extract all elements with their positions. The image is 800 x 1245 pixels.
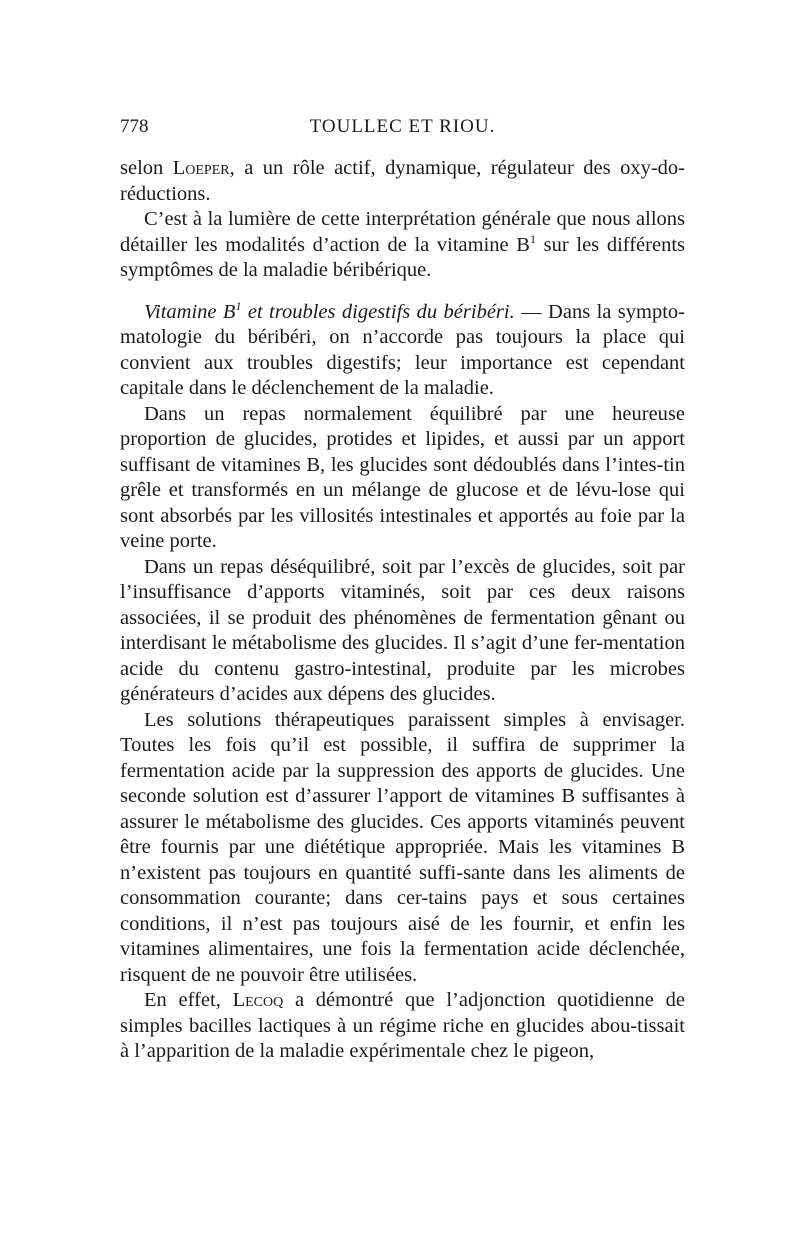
text-run: selon: [120, 157, 173, 179]
paragraph: [120, 156, 685, 207]
text-run: Loeper: [172, 157, 230, 179]
paragraph: [120, 300, 685, 402]
text-run: sur les différents symptômes de la maladie béribérique.: [120, 233, 685, 281]
text-run: C’est à la lumière de cette interprétation générale que nous allons détailler les modalités d’action de la vitamine B: [120, 208, 685, 256]
text-run: Dans un repas normalement équilibré par une heureuse proportion de glucides, protides et lipides, et aussi par un apport suffisant de vitamines B, les glucides sont dédoublés dans l’intes-tin grêle et transformés en un mélange de glucose et de lévu-lose qui sont absorbés par les villosités intestinales et apportés au foie par la veine porte.: [120, 402, 685, 552]
text-run: a démontré que l’adjonction quotidienne de simples bacilles lactiques à un régime riche en glucides abou-tissait à l’apparition de la maladie expérimentale chez le pigeon,: [120, 989, 685, 1062]
superscript: 1: [235, 298, 242, 313]
text-run: et troubles digestifs du béribéri.: [241, 300, 515, 323]
text-run: Dans un repas déséquilibré, soit par l’excès de glucides, soit par l’insuffisance d’apports vitaminés, soit par ces deux raisons associées, il se produit des phénomènes de fermentation gênant ou interdisant le métabolisme des glucides. Il s’agit d’une fer-mentation acide du contenu gastro-intestinal, produite par les microbes générateurs d’acides aux dépens des glucides.: [120, 555, 685, 705]
paragraph: [120, 402, 685, 555]
page-number: 778: [120, 116, 149, 137]
running-title: TOULLEC ET RIOU.: [309, 116, 496, 137]
text-run: En effet,: [144, 989, 233, 1011]
page-header: [120, 116, 685, 146]
text-run: Vitamine B: [144, 300, 236, 323]
text-run: Lecoq: [232, 989, 284, 1011]
text-run: — Dans la sympto-matologie du béribéri, on n’accorde pas toujours la place qui convient aux troubles digestifs; leur importance est cependant capitale dans le déclenchement de la maladie.: [120, 300, 685, 399]
paragraph: [120, 207, 685, 284]
text-run: , a un rôle actif, dynamique, régulateur des oxy-do-réductions.: [120, 157, 686, 205]
paragraph: [120, 555, 685, 708]
body-text: [120, 156, 685, 1065]
paragraph: [120, 988, 685, 1065]
superscript: 1: [530, 231, 536, 246]
paragraph: [120, 708, 685, 989]
text-run: Les solutions thérapeutiques paraissent simples à envisager. Toutes les fois qu’il est possible, il suffira de supprimer la fermentation acide par la suppression des apports de glucides. Une seconde solution est d’assurer l’apport de vitamines B suffisantes à assurer le métabolisme des glucides. Ces apports vitaminés peuvent être fournis par une diététique appropriée. Mais les vitamines B n’existent pas toujours en quantité suffi-sante dans les aliments de consommation courante; dans cer-tains pays et sous certaines conditions, il n’est pas toujours aisé de les fournir, et enfin les vitamines alimentaires, une fois la fermentation acide déclenchée, risquent de ne pouvoir être utilisées.: [120, 708, 685, 986]
